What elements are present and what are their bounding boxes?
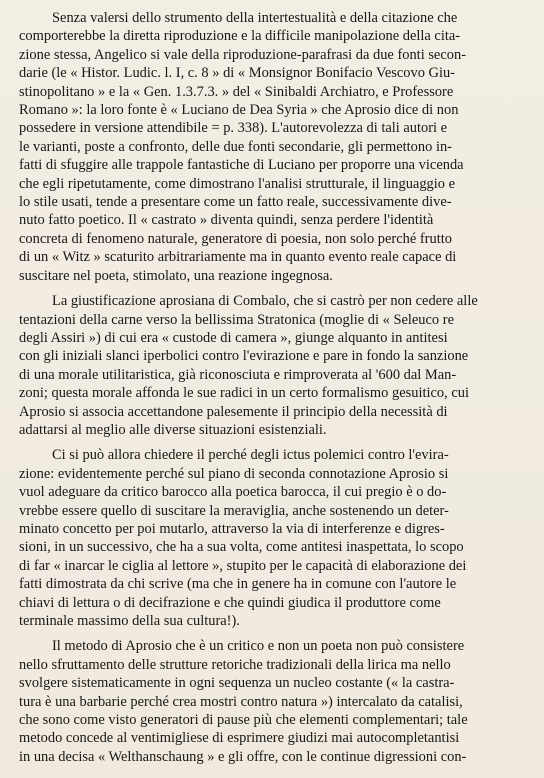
text-line: sioni, in un successivo, che ha a sua volta, come antitesi inaspettata, lo scopo	[19, 539, 464, 556]
text-line: tentazioni della carne verso la bellissima Stratonica (moglie di « Seleuco re	[19, 311, 454, 328]
paragraph-1	[19, 9, 528, 285]
text-line: possedere in versione attendibile = p. 338). L'autorevolezza di tali autori e	[19, 120, 448, 137]
text-line: degli Assiri ») di cui era « custode di camera », giunge alquanto in antitesi	[19, 329, 448, 346]
text-line: darie (le « Histor. Ludic. l. I, c. 8 » di « Monsignor Bonifacio Vescovo Giu-	[19, 65, 455, 82]
text-line: La giustificazione aprosiana di Combalo, che si castrò per non cedere alle	[52, 293, 478, 310]
text-line: terminale massimo della sua cultura!).	[19, 613, 240, 629]
text-line: le varianti, poste a confronto, delle due fonti secondarie, gli permettono in-	[19, 138, 452, 155]
text-line: Ci si può allora chiedere il perché degli ictus polemici contro l'evira-	[52, 447, 449, 464]
text-line: chiavi di lettura o di decifrazione e che quindi giudica il produttore come	[19, 594, 441, 611]
text-line: minato concetto per poi mutarlo, attraverso la via di interferenze e digres-	[19, 520, 445, 537]
text-line: che sono come visto generatori di pause più che elementi complementari; tale	[19, 712, 468, 729]
text-line: di un « Witz » scaturito arbitrariamente ma in quanto evento reale capace di	[19, 249, 457, 266]
text-line: adattarsi al meglio alle diverse situazioni esistenziali.	[19, 421, 327, 438]
text-line: fatti dimostrata da chi scrive (ma che in genere ha in comune con l'autore le	[19, 576, 457, 593]
text-line: in una decisa « Welthanschaung » e gli offre, con le continue digressioni con-	[19, 748, 467, 765]
text-line: che egli ripetutamente, come dimostrano l'analisi strutturale, il linguaggio e	[19, 175, 456, 192]
text-line: nuto fatto poetico. Il « castrato » diventa quindi, senza perdere l'identità	[19, 212, 434, 229]
text-line: stinopolitano » e la « Gen. 1.3.7.3. » del « Sinibaldi Archiatro, e Professore	[19, 83, 454, 100]
text-line: zoni; questa morale affonda le sue radici in un certo formalismo gesuitico, cui	[19, 385, 469, 402]
text-line: Il metodo di Aprosio che è un critico e non un poeta non può consistere	[52, 638, 465, 655]
text-line: lo stile usati, tende a presentare come un fatto reale, successivamente dive-	[19, 194, 452, 211]
text-line: zione: evidentemente perché sul piano di seconda connotazione Aprosio si	[19, 465, 449, 482]
text-line: suscitare nel poeta, stimolato, una reazione ingegnosa.	[19, 267, 333, 284]
text-line: Romano »: la loro fonte è « Luciano de Dea Syria » che Aprosio dice di non	[19, 102, 459, 119]
text-line: di una morale utilitaristica, già riconosciuta e rimproverata al '600 dal Man-	[19, 366, 457, 383]
text-line: fatti di sfuggire alle trappole fantastiche di Luciano per proporre una vicenda	[19, 157, 464, 174]
text-line: tura è una barbarie perché crea mostri contro natura ») intercalato da catalisi,	[19, 693, 463, 710]
text-line: comporterebbe la diretta riproduzione e la difficile manipolazione della cita-	[19, 28, 461, 45]
text-line: di far « inarcar le ciglia al lettore », stupito per le capacità di elaborazione dei	[19, 557, 467, 574]
text-line: zione stessa, Angelico si vale della riproduzione-parafrasi da due fonti secon-	[19, 46, 466, 63]
text-line: vrebbe essere quello di suscitare la meraviglia, anche sostenendo un deter-	[19, 502, 449, 519]
text-line: vuol adeguare da critico barocco alla poetica barocca, il cui pregio è o do-	[19, 484, 447, 501]
text-line: Senza valersi dello strumento della intertestualità e della citazione che	[52, 10, 458, 26]
text-line: svolgere sistematicamente in ogni sequenza un nucleo costante (« la castra-	[19, 675, 455, 692]
paragraph-3	[19, 446, 528, 630]
text-line: Aprosio si associa accettandone palesemente il principio della necessità di	[19, 403, 448, 420]
text-line: nello sfruttamento delle strutture retoriche tradizionali della lirica ma nello	[19, 656, 451, 673]
text-line: concreta di fenomeno naturale, generatore di poesia, non solo perché frutto	[19, 230, 452, 247]
text-line: con gli iniziali slanci iperbolici contro l'evirazione e pare in fondo la sanzione	[19, 348, 469, 365]
paragraph-2	[19, 292, 528, 439]
paragraph-4	[19, 637, 528, 766]
text-line: metodo concede al ventimigliese di esprimere giudizi mai autocompletantisi	[19, 730, 460, 747]
